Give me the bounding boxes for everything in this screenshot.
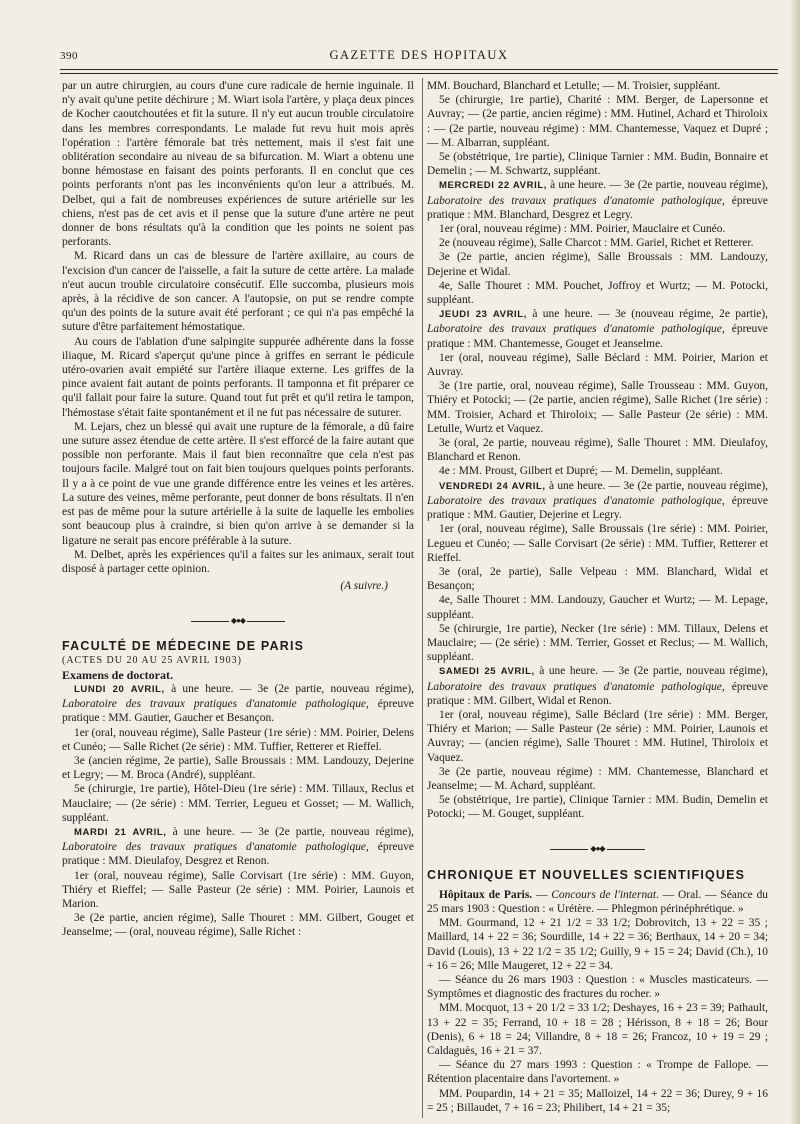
to-be-continued: (A suivre.) xyxy=(340,580,388,593)
schedule-line: 1er (oral, nouveau régime), Salle Corvisart (1re série) : MM. Guyon, Thiéry et Rieffel; — Salle Pasteur (2e série) : MM. Poirier, Launois et Marion. xyxy=(62,869,414,910)
entry-text: à une heure. — 3e (2e partie, nouveau régime), xyxy=(548,479,768,492)
schedule-line: 1er (oral, nouveau régime) : MM. Poirier, Mauclaire et Cunéo. xyxy=(439,223,726,236)
entry-lab: Laboratoire des travaux pratiques d'anatomie pathologique, xyxy=(427,494,725,507)
article-paragraph: M. Ricard dans un cas de blessure de l'artère axillaire, au cours de l'excision d'un cancer de l'aisselle, a fait la suture de cette artère. La malade n'eut aucun trouble circulatoire consécutif. Elle succomba, plusieurs mois après, à la récidive de son cancer. A l'autopsie, on put se rendre compte qu'un des points de la suture avait été perforant ; ce qui n'a pas empêché la suture d'être parfaitement hémostatique. xyxy=(62,250,414,334)
day-label: VENDREDI 24 AVRIL, xyxy=(439,480,546,492)
entry-lab: Laboratoire des travaux pratiques d'anatomie pathologique, xyxy=(427,194,725,207)
schedule-line: 5e (chirurgie, 1re partie), Charité : MM. Berger, de Lapersonne et Auvray; — (2e partie, ancien régime) : MM. Hutinel, Achard et Thiroloix : — (2e partie, nouveau régime) : MM. Chantemesse, Vaquez et Dupré ; — M. Albarran, suppléant. xyxy=(427,94,768,149)
lead-heading: Hôpitaux de Paris. xyxy=(439,888,533,901)
entry-lab: Laboratoire des travaux pratiques d'anatomie pathologique, xyxy=(62,841,369,854)
faculty-heading: FACULTÉ DE MÉDECINE DE PARIS xyxy=(62,639,305,654)
entry-text: à une heure. — 3e (nouveau régime, 2e partie), xyxy=(532,308,768,321)
article-paragraph: M. Delbet, après les expériences qu'il a faites sur les animaux, serait tout disposé à partager cette opinion. xyxy=(62,548,414,575)
schedule-line: 5e (chirurgie, 1re partie), Necker (1re série) : MM. Tillaux, Delens et Mauclaire; — (2e série) : MM. Terrier, Gosset et Reclus; — M. Wallich, suppléant. xyxy=(427,622,768,664)
article-paragraph: M. Lejars, chez un blessé qui avait une rupture de la fémorale, a dû faire une suture assez étendue de cette artère. Il s'est efforcé de la faire autant que possible non perforante. Mais il faut bien reconnaître que cela n'est pas toujours facile. Malgré tout on fait bien toujours quelques points perforants. Il y a à ce point de vue une grande différence entre les veines et les artères. La suture des veines, même perforante, peut donner de bons résultats. Il n'en est pas de même pour la suture artérielle à la suite de laquelle les embolies sont beaucoup plus à craindre, si bien qu'on arrive à se demander si la ligature ne serait pas encore préférable à la suture. xyxy=(62,420,414,547)
schedule-entry-tuesday xyxy=(62,825,414,869)
entry-text: à une heure. — 3e (2e partie, nouveau régime), xyxy=(550,179,768,192)
schedule-line: 5e (chirurgie, 1re partie), Hôtel-Dieu (1re série) : MM. Tillaux, Reclus et Mauclaire; — (2e série) : MM. Terrier, Legueu et Gosset; — M. Wallich, suppléant. xyxy=(62,783,414,824)
ornament-glyph: ◆●◆ xyxy=(230,616,246,626)
schedule-line: 4e, Salle Thouret : MM. Pouchet, Joffroy et Wurtz; — M. Potocki, suppléant. xyxy=(427,279,768,307)
entry-text: épreuve pratique : MM. Gautier, Gaucher et Besançon. xyxy=(62,698,414,725)
entry-text: à une heure. — 3e (2e partie, nouveau régime), xyxy=(171,682,414,695)
results-line: — Séance du 27 mars 1993 : Question : « Trompe de Fallope. — Rétention placentaire dans l'avortement. » xyxy=(427,1059,768,1086)
results-line: — Séance du 26 mars 1903 : Question : « Muscles masticateurs. — Symptômes et diagnostic des fractures du rocher. » xyxy=(427,973,768,1001)
schedule-line: 1er (oral, nouveau régime), Salle Pasteur (1re série) : MM. Poirier, Delens et Cunéo; — Salle Richet (2e série) : MM. Tuffier, Retterer et Rieffel. xyxy=(62,726,414,753)
schedule-line: 3e (2e partie, ancien régime), Salle Broussais : MM. Landouzy, Dejerine et Widal. xyxy=(427,251,768,278)
schedule-line: 5e (obstétrique, 1re partie), Clinique Tarnier : MM. Budin, Bonnaire et Demelin ; — M. Schwartz, suppléant. xyxy=(427,151,768,178)
entry-lab: Laboratoire des travaux pratiques d'anatomie pathologique, xyxy=(427,680,725,693)
schedule-line: 3e (1re partie, oral, nouveau régime), Salle Trousseau : MM. Guyon, Thiéry et Potocki; — (2e partie, ancien régime), Salle Richet (1re série) : MM. Troisier, Achard et Thiroloix; — Salle Pasteur (2e série) : MM. Letulle, Wurtz et Vaquez. xyxy=(427,380,768,435)
results-line: MM. Mocquot, 13 + 20 1/2 = 33 1/2; Deshayes, 16 + 23 = 39; Pathault, 13 + 22 = 35; Ferrand, 10 + 18 = 28 ; Hérisson, 8 + 18 = 26; Bour (Denis), 6 + 18 = 24; Villandre, 8 + 18 = 26; Francoz, 10 + 19 = 29 ; Caldaguès, 16 + 21 = 37. xyxy=(427,1002,768,1057)
article-paragraph: par un autre chirurgien, au cours d'une cure radicale de hernie inguinale. Il n'y avait qu'une petite déchirure ; M. Wiart isola l'artère, y plaça deux pinces de Kocher caoutchoutées et fit la suture. Il n'y eut aucun trouble circulatoire dans les membres correspondants. Le malade fut revu huit mois après l'opération : l'artère fémorale bat très nettement, mais il s'est fait une oblitération secondaire au niveau de sa bifurcation. M. Wiart a obtenu une bonne hémostase en faisant des points perforants. Il en conclut que ces points perforants n'ont pas les inconvénients qu'on leur a attribués. M. Delbet, qui a fait de nombreuses expériences de suture artérielle sur les chiens, n'est pas de cet avis et il pense que la suture d'une artère ne peut donner de bons résultats qu'à la condition que les points ne soient pas perforants. xyxy=(62,80,414,249)
article-paragraph: Au cours de l'ablation d'une salpingite suppurée adhérente dans la fosse iliaque, M. Ricard s'aperçut qu'une pince à griffes en serrant le pédicule utéro-ovarien avait empiété sur l'artère iliaque externe. Les griffes de la pince avaient fait autant de points perforants. Il tamponna et fit préparer ce qu'il fallait pour faire la suture. Quand tout fut prêt et qu'il retira le tampon, l'hémostase s'était faite spontanément et il ne fut pas nécessaire de suturer. xyxy=(62,335,414,419)
schedule-entry-saturday xyxy=(427,664,768,708)
schedule-line: 4e : MM. Proust, Gilbert et Dupré; — M. Demelin, suppléant. xyxy=(439,465,723,478)
ornament-glyph: ◆●◆ xyxy=(590,844,605,854)
schedule-line: 3e (2e partie, nouveau régime) : MM. Chantemesse, Blanchard et Jeanselme; — M. Achard, suppléant. xyxy=(427,765,768,792)
entry-text: épreuve pratique : MM. Gautier, Dejerine et Legry. xyxy=(427,494,768,522)
day-label: MERCREDI 22 AVRIL, xyxy=(439,180,547,192)
header-rule-thick xyxy=(60,69,778,70)
entry-text: épreuve pratique : MM. Blanchard, Desgrez et Legry. xyxy=(427,194,768,221)
results-line: MM. Poupardin, 14 + 21 = 35; Malloizel, 14 + 22 = 36; Durey, 9 + 16 = 25 ; Billaudet, 7 + 16 = 23; Philibert, 14 + 21 = 35; xyxy=(427,1087,768,1114)
day-label: SAMEDI 25 AVRIL, xyxy=(439,666,535,678)
lead-text: — xyxy=(532,888,552,901)
exam-heading: Examens de doctorat. xyxy=(62,667,173,682)
lead-text: — Oral. — Séance du 25 mars 1903 : Question : « Urétère. — Phlegmon périnéphrétique. » xyxy=(427,888,769,915)
schedule-entry-monday xyxy=(62,682,414,726)
schedule-line: 2e (nouveau régime), Salle Charcot : MM. Gariel, Richet et Retterer. xyxy=(439,237,754,250)
ornament-line xyxy=(607,849,645,850)
schedule-entry-friday xyxy=(427,479,768,523)
schedule-line: 3e (oral, 2e partie, nouveau régime), Salle Thouret : MM. Dieulafoy, Blanchard et Renon. xyxy=(427,437,768,464)
section-ornament xyxy=(427,842,768,858)
day-label: MARDI 21 AVRIL, xyxy=(74,826,167,838)
section-ornament xyxy=(62,613,414,629)
column-divider xyxy=(422,78,423,1118)
entry-lab: Laboratoire des travaux pratiques d'anatomie pathologique, xyxy=(427,323,725,336)
header-rule-thin xyxy=(60,73,778,74)
schedule-entry-wednesday xyxy=(427,178,768,222)
schedule-line: 1er (oral, nouveau régime), Salle Béclard : MM. Poirier, Marion et Auvray. xyxy=(427,351,768,379)
entry-text: épreuve pratique : MM. Dieulafoy, Desgrez et Renon. xyxy=(62,841,414,868)
schedule-line: MM. Bouchard, Blanchard et Letulle; — M. Troisier, suppléant. xyxy=(427,80,721,92)
schedule-line: 5e (obstétrique, 1re partie), Clinique Tarnier : MM. Budin, Demelin et Potocki; — M. Gouget, suppléant. xyxy=(427,794,768,821)
entry-text: épreuve pratique : MM. Chantemesse, Gouget et Jeanselme. xyxy=(427,323,768,350)
results-line: MM. Gourmand, 12 + 21 1/2 = 33 1/2; Dobrovitch, 13 + 22 = 35 ; Maillard, 14 + 22 = 36; Sourdille, 14 + 22 = 36; Berthaux, 14 + 20 = 34; David (Louis), 13 + 22 1/2 = 35 1/2; Guilly, 9 + 15 = 24; David (Ch.), 10 + 16 = 26; Mlle Maugeret, 12 + 22 = 34. xyxy=(427,917,768,972)
page-spine-shadow xyxy=(791,0,800,1124)
page-number: 390 xyxy=(60,50,78,62)
entry-lab: Laboratoire des travaux pratiques d'anatomie pathologique, xyxy=(62,698,369,711)
schedule-line: 1er (oral, nouveau régime), Salle Broussais (1re série) : MM. Poirier, Legueu et Cunéo; — Salle Corvisart (2e série) : MM. Tuffier, Retterer et Rieffel. xyxy=(427,523,768,564)
entry-text: épreuve pratique : MM. Gilbert, Widal et Renon. xyxy=(427,680,768,707)
running-title: GAZETTE DES HOPITAUX xyxy=(329,48,509,62)
entry-text: à une heure. — 3e (2e partie, nouveau régime), xyxy=(172,825,415,838)
right-column xyxy=(427,79,768,1115)
entry-text: à une heure. — 3e (2e partie, nouveau régime), xyxy=(539,665,768,678)
schedule-line: 1er (oral, nouveau régime), Salle Béclard (1re série) : MM. Berger, Thiéry et Marion; — Salle Pasteur (2e série) : MM. Poirier, Launois et Auvray; — (ancien régime), Salle Thouret : MM. Hutinel, Thiroloix et Vaquez. xyxy=(427,708,768,764)
ornament-line xyxy=(550,849,588,850)
chronique-lead xyxy=(427,888,768,916)
lead-italic: Concours de l'internat. xyxy=(551,888,659,901)
left-column xyxy=(62,79,414,940)
faculty-subheading: (ACTES DU 20 AU 25 AVRIL 1903) xyxy=(62,654,243,666)
schedule-line: 4e, Salle Thouret : MM. Landouzy, Gaucher et Wurtz; — M. Lepage, suppléant. xyxy=(427,594,768,621)
schedule-entry-thursday xyxy=(427,307,768,351)
ornament-line xyxy=(191,621,229,622)
day-label: LUNDI 20 AVRIL, xyxy=(74,683,165,695)
schedule-line: 3e (oral, 2e partie), Salle Velpeau : MM. Blanchard, Widal et Besançon; xyxy=(427,565,768,593)
chronique-heading: CHRONIQUE ET NOUVELLES SCIENTIFIQUES xyxy=(427,867,746,882)
schedule-line: 3e (2e partie, ancien régime), Salle Thouret : MM. Gilbert, Gouget et Jeanselme; — (oral, nouveau régime), Salle Richet : xyxy=(62,912,414,939)
schedule-line: 3e (ancien régime, 2e partie), Salle Broussais : MM. Landouzy, Dejerine et Legry; — M. Broca (André), suppléant. xyxy=(62,754,414,782)
ornament-line xyxy=(247,621,285,622)
page-header xyxy=(60,48,778,66)
day-label: JEUDI 23 AVRIL, xyxy=(439,309,527,321)
